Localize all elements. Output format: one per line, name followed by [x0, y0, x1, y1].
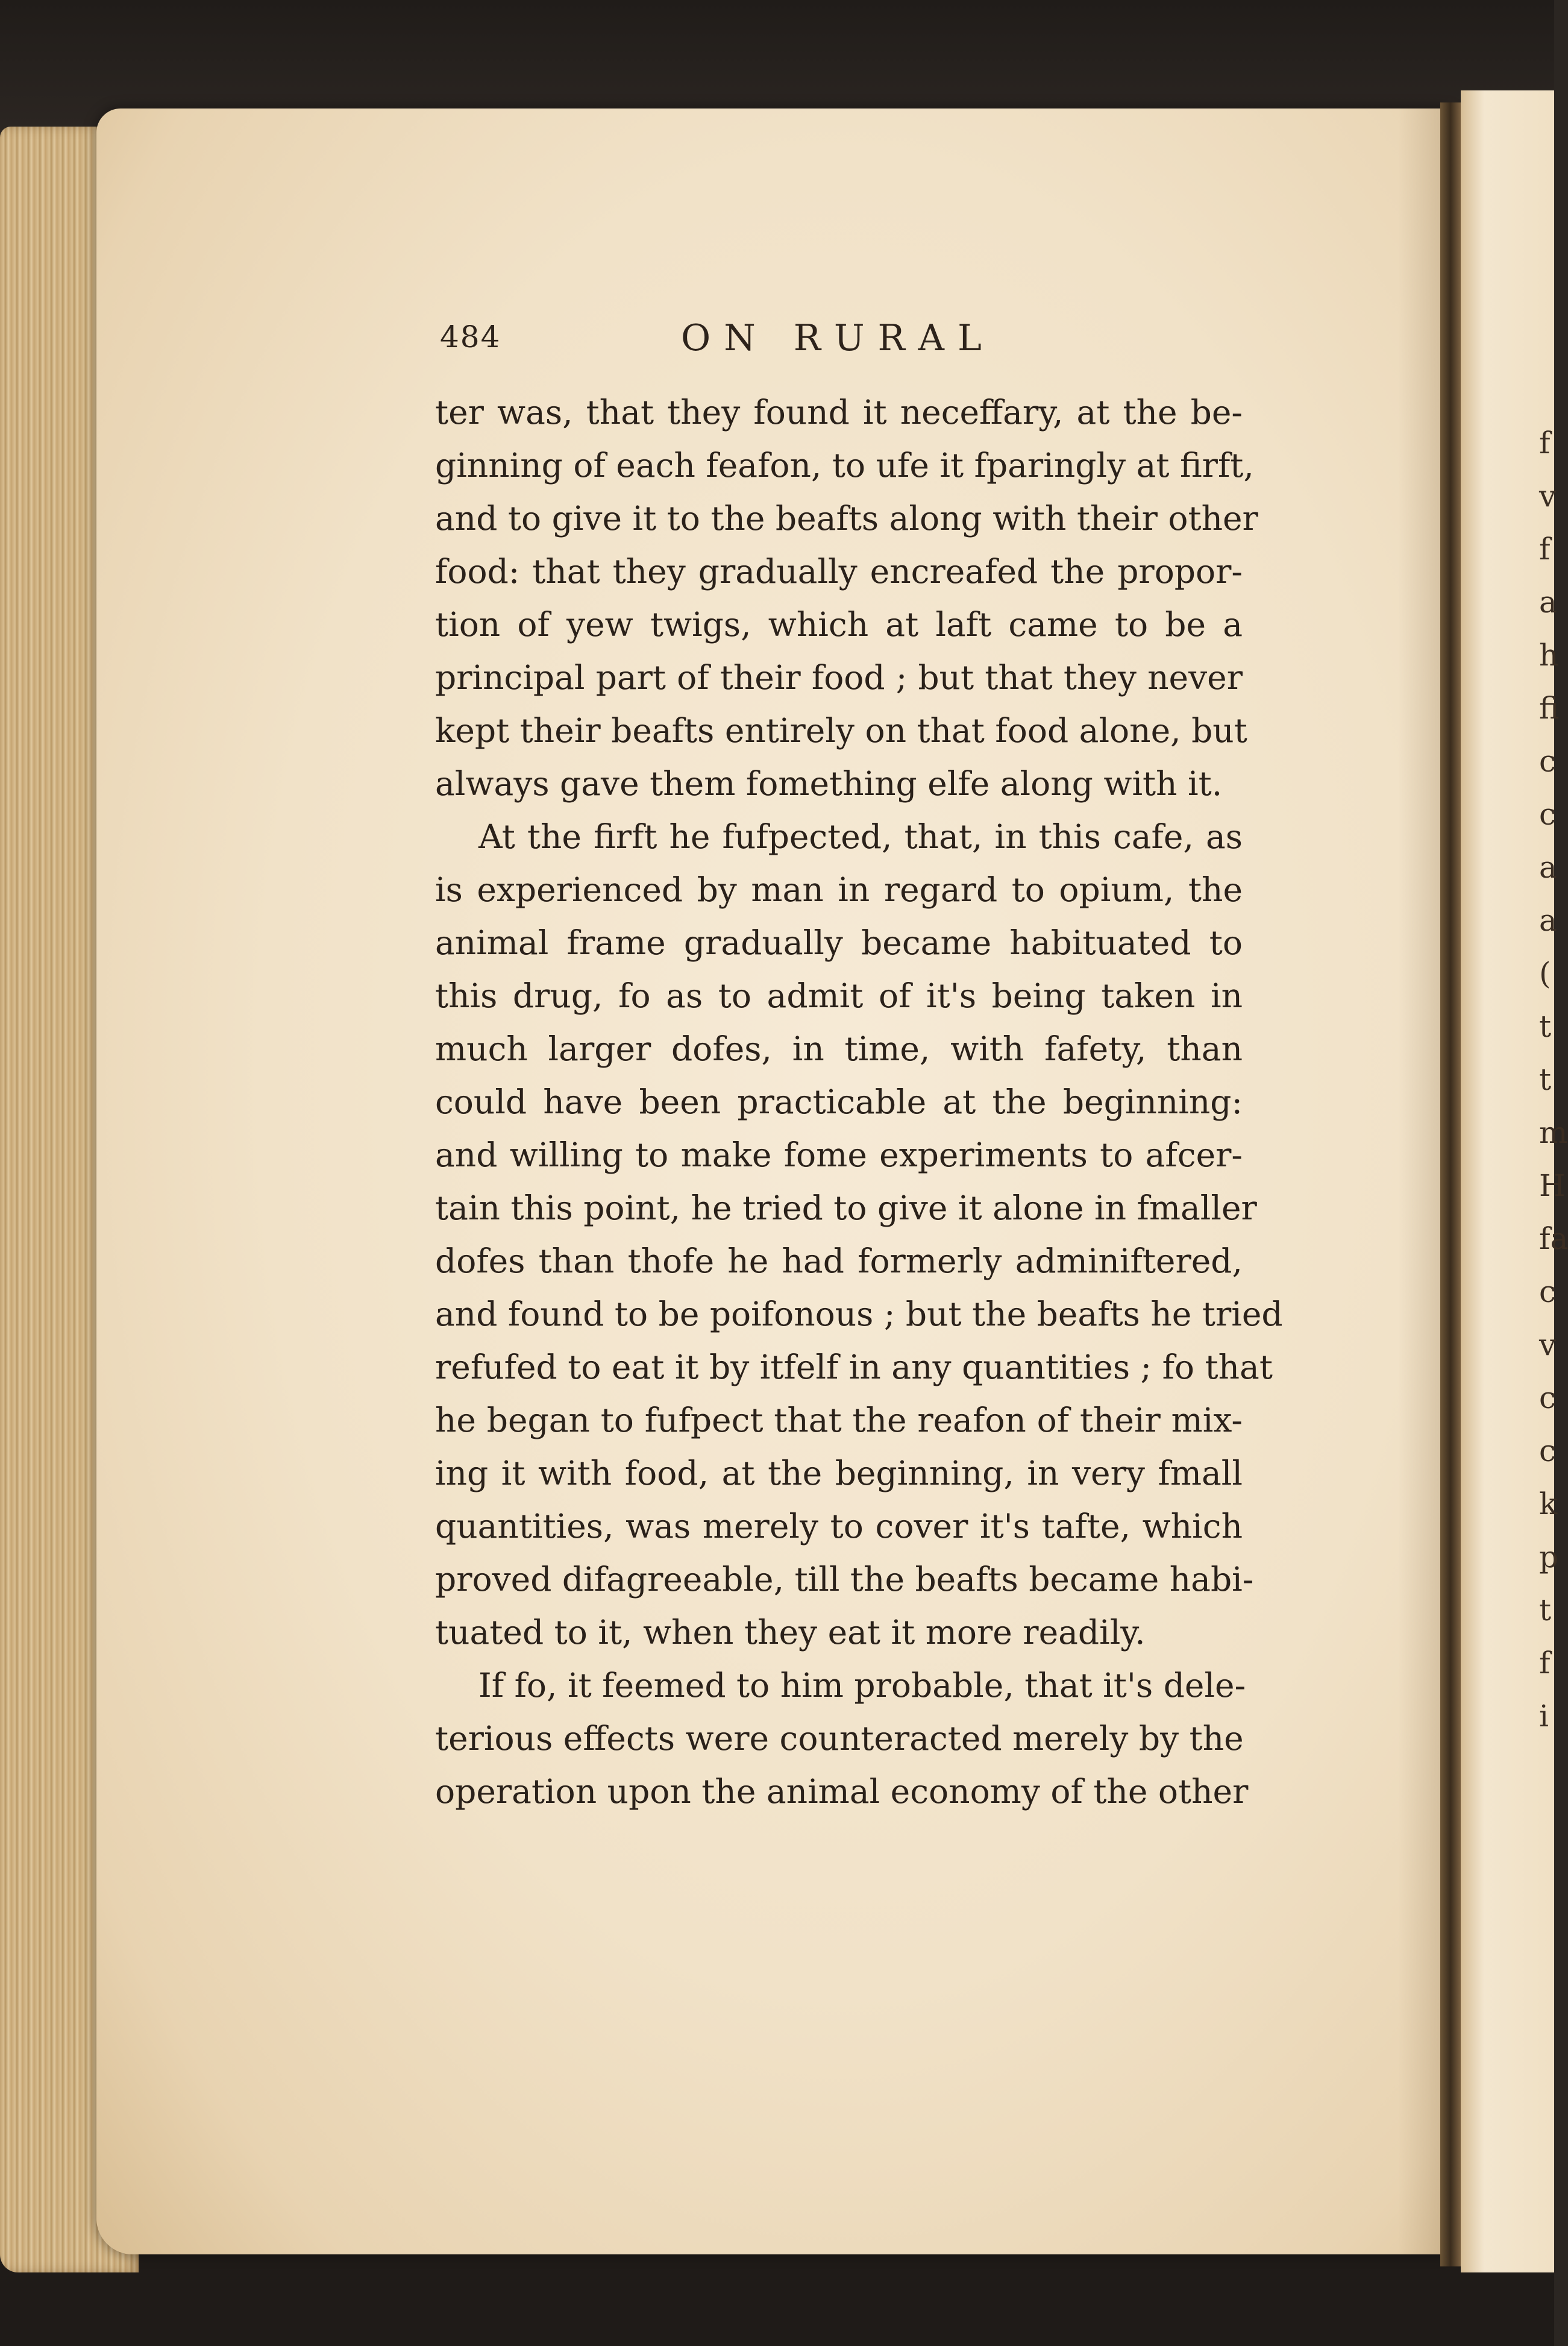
facing-page-glyph: a	[1539, 585, 1557, 620]
text-line: quantities, was merely to cover it's tafte, which	[435, 1507, 1243, 1546]
facing-page-glyph: c	[1539, 797, 1557, 832]
facing-page-glyph: a	[1539, 850, 1557, 885]
facing-page-glyph: c	[1539, 1433, 1557, 1468]
text-line: kept their beafts entirely on that food alone, but	[435, 711, 1247, 750]
text-block	[435, 386, 1283, 1818]
facing-page-glyph: v	[1539, 1327, 1557, 1362]
facing-page-glyph: c	[1539, 1274, 1557, 1309]
facing-page-glyph: f	[1539, 532, 1551, 567]
facing-page-glyph: p	[1539, 1539, 1559, 1574]
paragraph	[435, 386, 1258, 810]
text-line: animal frame gradually became habituated to	[435, 923, 1243, 962]
facing-page-glyph: f	[1539, 1646, 1551, 1681]
facing-page-glyph: f	[1539, 426, 1551, 461]
facing-page-glyph: t	[1539, 1062, 1552, 1097]
text-line: this drug, fo as to admit of it's being taken in	[435, 976, 1243, 1015]
facing-page-glyph: t	[1539, 1009, 1552, 1044]
paragraph	[435, 1659, 1249, 1818]
facing-page-glyph: (	[1539, 956, 1551, 991]
text-line: ginning of each feafon, to ufe it fparingly at firft,	[435, 446, 1254, 485]
text-line: ter was, that they found it neceffary, at the be-	[435, 393, 1243, 432]
text-line: principal part of their food ; but that they never	[435, 658, 1243, 697]
text-line: food: that they gradually encreafed the propor-	[435, 552, 1243, 591]
facing-page-glyph: k	[1539, 1486, 1558, 1521]
text-line: and willing to make fome experiments to afcer-	[435, 1136, 1243, 1174]
text-line: and to give it to the beafts along with their other	[435, 499, 1258, 538]
text-line: tion of yew twigs, which at laft came to be a	[435, 605, 1243, 644]
facing-page	[1461, 90, 1568, 2272]
facing-page-glyph: a	[1539, 903, 1557, 938]
facing-page-glyph: h	[1539, 638, 1559, 673]
text-line: ing it with food, at the beginning, in very fmall	[435, 1454, 1243, 1492]
book-gutter	[1440, 102, 1461, 2266]
text-line: At the firft he fufpected, that, in this cafe, as	[478, 817, 1243, 856]
text-line: refufed to eat it by itfelf in any quantities ; fo that	[435, 1348, 1273, 1386]
facing-page-glyph: H	[1539, 1168, 1566, 1203]
page-number: 484	[440, 319, 501, 354]
facing-page-glyph: m	[1539, 1115, 1568, 1150]
facing-page-glyph: v	[1539, 479, 1557, 514]
text-line: tain this point, he tried to give it alone in fmaller	[435, 1189, 1257, 1227]
text-line: and found to be poifonous ; but the beafts he tried	[435, 1295, 1283, 1333]
text-line: terious effects were counteracted merely by the	[435, 1719, 1244, 1758]
text-line: always gave them fomething elfe along with it.	[435, 764, 1223, 803]
text-line: proved difagreeable, till the beafts became habi-	[435, 1560, 1254, 1599]
text-line: If fo, it feemed to him probable, that it's dele-	[478, 1666, 1246, 1705]
facing-page-glyph: fa	[1539, 1221, 1568, 1256]
paragraph	[435, 810, 1283, 1659]
running-head	[440, 319, 1253, 368]
facing-page-glyph: c	[1539, 744, 1557, 779]
facing-page-glyph: fi	[1539, 691, 1560, 726]
text-line: he began to fufpect that the reafon of their mix-	[435, 1401, 1243, 1439]
text-line: operation upon the animal economy of the other	[435, 1772, 1249, 1811]
text-line: much larger dofes, in time, with fafety, than	[435, 1030, 1243, 1068]
facing-page-glyph: c	[1539, 1380, 1557, 1415]
text-line: could have been practicable at the beginning:	[435, 1083, 1243, 1121]
facing-page-glyph: t	[1539, 1593, 1552, 1627]
text-line: is experienced by man in regard to opium, the	[435, 870, 1243, 909]
running-title: ON RURAL	[681, 317, 995, 359]
background-bottom	[0, 2254, 1554, 2346]
text-line: dofes than thofe he had formerly adminiftered,	[435, 1242, 1243, 1280]
text-line: tuated to it, when they eat it more readily.	[435, 1613, 1146, 1652]
facing-page-glyph: i	[1539, 1699, 1549, 1734]
